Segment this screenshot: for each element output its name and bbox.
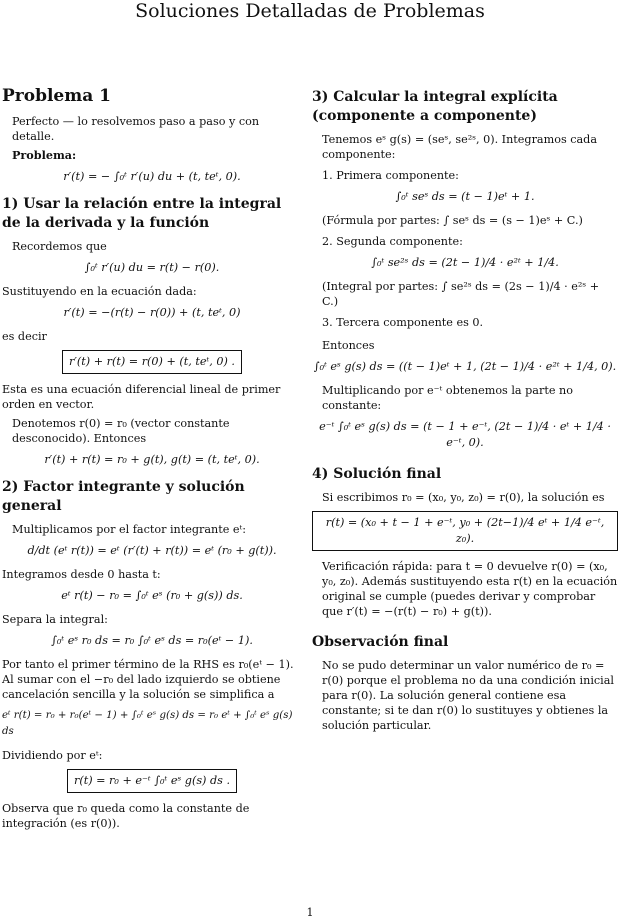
s3-item-3: 3. Tercera componente es 0. [322,316,484,329]
final-observation-title: Observación final [312,634,449,650]
intro-text: Perfecto — lo resolvemos paso a paso y con detalle. [12,115,260,143]
page-header: Soluciones Detalladas de Problemas [135,0,485,22]
s4-intro: Si escribimos r₀ = (x₀, y₀, z₀) = r(0), la solución es [322,491,605,504]
s2-equation-1: d/dt (eᵗ r(t)) = eᵗ (r′(t) + r(t)) = eᵗ (r₀ + g(t)). [27,544,277,557]
s4-verification: Verificación rápida: para t = 0 devuelve r(0) = (x₀, y₀, z₀). Además sustituyendo esta r(t) en la ecuación original se cumple (puedes derivar y comprobar que r′(t) = −(r(t) − r₀) + g(t)). [322,560,618,618]
problem-label: Problema: [12,148,77,162]
s3-equation-4: e⁻ᵗ ∫₀ᵗ eˢ g(s) ds = (t − 1 + e⁻ᵗ, (2t − 1)/4 · eᵗ + 1/4 · e⁻ᵗ, 0). [319,420,611,449]
section-3-title: 3) Calcular la integral explícita (componente a componente) [312,89,558,124]
s1-equation-1: ∫₀ᵗ r′(u) du = r(t) − r(0). [84,261,220,274]
problem-title: Problema 1 [2,86,111,106]
s3-then: Entonces [322,339,375,352]
s1-equation-4: r′(t) + r(t) = r₀ + g(t), g(t) = (t, teᵗ, 0). [44,453,260,466]
s1-equation-3-wrap [2,350,302,374]
s3-equation-3: ∫₀ᵗ eˢ g(s) ds = ((t − 1)eᵗ + 1, (2t − 1)/4 · e²ᵗ + 1/4, 0). [313,360,617,373]
s2-multiply: Multiplicamos por el factor integrante eᵗ: [12,523,247,536]
s3-note-1: (Fórmula por partes: ∫ seˢ ds = (s − 1)eˢ + C.) [322,214,583,227]
s2-separate: Separa la integral: [2,613,108,626]
s1-denote: Denotemos r(0) = r₀ (vector constante desconocido). Entonces [12,417,230,445]
s2-equation-2: eᵗ r(t) − r₀ = ∫₀ᵗ eˢ (r₀ + g(s)) ds. [61,589,243,602]
right-column [312,88,618,737]
problem-equation: r′(t) = − ∫₀ᵗ r′(u) du + (t, teᵗ, 0). [63,170,241,183]
s1-note: Esta es una ecuación diferencial lineal de primer orden en vector. [2,383,281,411]
s2-first-term: Por tanto el primer término de la RHS es r₀(eᵗ − 1). Al sumar con el −r₀ del lado izquierdo se obtiene cancelación sencilla y la solución se simplifica a [2,658,294,701]
section-4-title: 4) Solución final [312,466,442,482]
s3-note-2: (Integral por partes: ∫ se²ˢ ds = (2s − 1)/4 · e²ˢ + C.) [322,280,600,308]
s1-equation-2: r′(t) = −(r(t) − r(0)) + (t, teᵗ, 0) [63,306,241,319]
s3-multiply: Multiplicando por e⁻ᵗ obtenemos la parte no constante: [322,384,573,412]
s2-equation-5-wrap [2,769,302,793]
s2-divide: Dividiendo por eᵗ: [2,749,103,762]
s3-item-2: 2. Segunda componente: [322,235,463,248]
s1-substitute-text: Sustituyendo en la ecuación dada: [2,285,197,298]
s1-boxed-equation: r′(t) + r(t) = r(0) + (t, teᵗ, 0) . [62,350,242,374]
s3-equation-2: ∫₀ᵗ se²ˢ ds = (2t − 1)/4 · e²ᵗ + 1/4. [371,256,559,269]
left-column [2,84,302,835]
s1-recall: Recordemos que [12,240,107,253]
s2-equation-3: ∫₀ᵗ eˢ r₀ ds = r₀ ∫₀ᵗ eˢ ds = r₀(eᵗ − 1). [51,634,253,647]
s2-boxed-equation: r(t) = r₀ + e⁻ᵗ ∫₀ᵗ eˢ g(s) ds . [67,769,237,793]
s1-es-decir: es decir [2,330,47,343]
s3-equation-1: ∫₀ᵗ seˢ ds = (t − 1)eᵗ + 1. [395,190,535,203]
s2-observe: Observa que r₀ queda como la constante de integración (es r(0)). [2,802,250,830]
s4-equation-wrap [312,511,618,551]
s2-integrate: Integramos desde 0 hasta t: [2,568,161,581]
final-observation-text: No se pudo determinar un valor numérico de r₀ = r(0) porque el problema no da una condición inicial para r(0). La solución general contiene esa constante; si te dan r(0) lo sustituyes y obtienes la solución particular. [322,659,614,732]
s3-intro: Tenemos eˢ g(s) = (seˢ, se²ˢ, 0). Integramos cada componente: [322,133,598,161]
s2-equation-4: eᵗ r(t) = r₀ + r₀(eᵗ − 1) + ∫₀ᵗ eˢ g(s) ds = r₀ eᵗ + ∫₀ᵗ eˢ g(s) ds [2,710,293,737]
s3-item-1: 1. Primera componente: [322,169,459,182]
page-number: 1 [306,906,314,919]
section-1-title: 1) Usar la relación entre la integral de la derivada y la función [2,196,282,231]
section-2-title: 2) Factor integrante y solución general [2,479,245,514]
s4-boxed-solution: r(t) = (x₀ + t − 1 + e⁻ᵗ, y₀ + (2t−1)/4 eᵗ + 1/4 e⁻ᵗ, z₀). [312,511,618,551]
